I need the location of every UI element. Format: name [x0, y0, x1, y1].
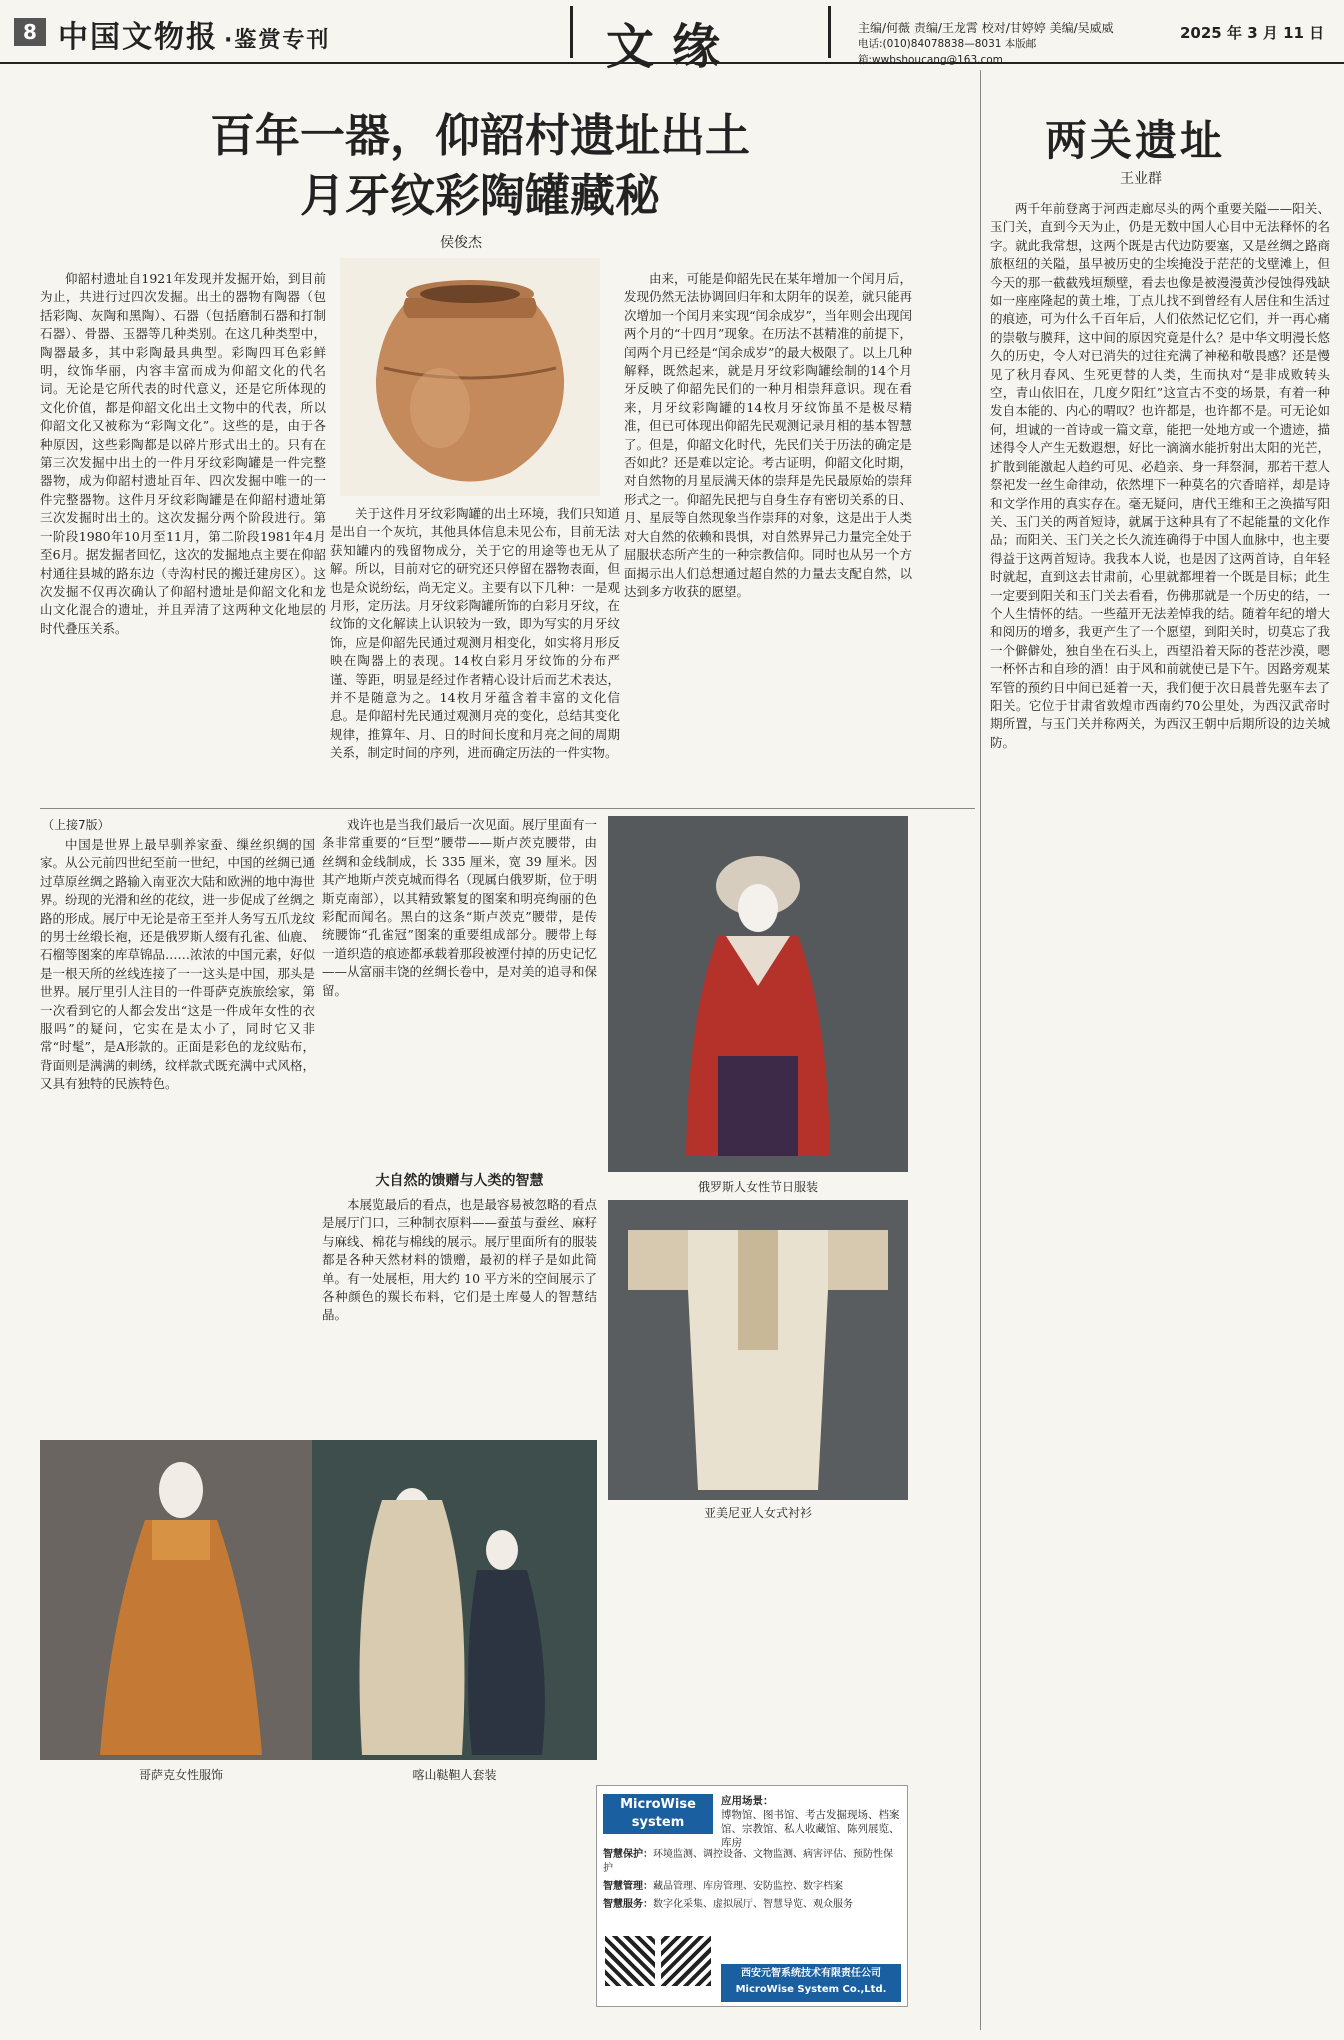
article3-column-2: 戏许也是当我们最后一次见面。展厅里面有一条非常重要的“巨型”腰带——斯卢茨克腰带，由丝绸和金线制成，长 335 厘米，宽 39 厘米。因其产地斯卢茨克城而得名（现属白俄罗斯，位于明斯克南部），以其精致繁复的图案和明亮绚丽的色彩配而闻名。黑白的这条“斯卢茨克”腰带，是传统腰饰“孔雀冠”图案的重要组成部分。腰带上每一道织造的痕迹都承载着那段被湮付掉的历史记忆——从富丽丰饶的丝绸长卷中，是对美的追寻和保留。 — [322, 817, 597, 998]
header-divider — [828, 6, 831, 58]
editor-line: 主编/何薇 责编/王龙霄 校对/甘婷婷 美编/吴威威 — [858, 21, 1114, 35]
article1-column-3: 由来，可能是仰韶先民在某年增加一个闰月后，发现仍然无法协调回归年和太阴年的误差，就只能再次增加一个闰月来实现“闰余成岁”，当年则会出现闰两个月的“十四月”现象。在历法不甚精准的前提下，闰两个月已经是“闰余成岁”的最大极限了。以上几种解释，既然起来，就是月牙纹彩陶罐绘制的14个月牙反映了仰韶先民们的一种月相崇拜意识。现在看来，月牙纹彩陶罐的14枚月牙纹饰虽不是极尽精准，但已可体现出仰韶先民观测记录月相的基本智慧了。但是，仰韶文化时代，先民们关于历法的确定是否如此？还是难以定论。考古证明，仰韶文化时期，对自然物的月星辰满天体的崇拜是先民最原始的崇拜形式之一。仰韶先民把与自身生存有密切关系的日、月、星辰等自然现象当作崇拜的对象，这是出于人类对大自然的依赖和畏惧，对自然界异己力量完全处于屈服状态所产生的一种宗教信仰。同时也从另一个方面揭示出人们总想通过超自然的力量去支配自然，以达到多方收获的愿望。 — [624, 271, 912, 599]
article1-column-2: 关于这件月牙纹彩陶罐的出土环境，我们只知道是出自一个灰坑，其他具体信息未见公布，目前无法获知罐内的残留物成分，关于它的用途等也无从了解。所以，目前对它的研究还只停留在器物表面，但也是众说纷纭，尚无定义。主要有以下几种：一是观月形，定历法。月牙纹彩陶罐所饰的白彩月牙纹，在纹饰的文化解读上认识较为一致，即为写实的月牙纹饰，应是仰韶先民通过观测月相变化，如实将月形反映在陶器上的表现。14枚白彩月牙纹饰的分布严谨、等距，明显是经过作者精心设计后而艺术表达，并不是随意为之。14枚月牙蕴含着丰富的文化信息。是仰韶村先民通过观测月亮的变化，总结其变化规律，推算年、月、日的时间长度和月亮之间的周期关系，制定时间的序列，进而确定历法的一件实物。 — [330, 506, 620, 761]
ad-use-block — [721, 1794, 901, 1850]
ad-company — [721, 1964, 901, 2002]
ad-use-text: 博物馆、图书馆、考古发掘现场、档案馆、宗教馆、私人收藏馆、陈列展览、库房 — [721, 1809, 900, 1849]
ad-company-en: MicroWise System Co.,Ltd. — [735, 1984, 887, 1995]
masthead — [58, 12, 330, 56]
russian-costume-photo — [608, 816, 908, 1172]
column-divider — [980, 70, 981, 2030]
article3-column-2b: 本展览最后的看点，也是最容易被忽略的看点是展厅门口，三种制衣原料——蚕茧与蚕丝、麻籽与麻线、棉花与棉线的展示。展厅里面所有的服装都是各种天然材料的馈赠，最初的样子是如此简单。有一处展柜，用大约 10 平方米的空间展示了各种颜色的羰长布料，它们是土库曼人的智慧结晶。 — [322, 1197, 597, 1323]
title-line-2: 月牙纹彩陶罐藏秘 — [299, 169, 660, 222]
photo-caption: 亚美尼亚人女式衬衫 — [703, 1506, 812, 1520]
article-author: 侯俊杰 — [440, 235, 482, 251]
title-line-1: 百年一器，仰韶村遗址出土 — [209, 109, 750, 162]
article2-body: 两千年前登离于河西走廊尽头的两个重要关隘——阳关、玉门关，直到今天为止，仍是无数中国人心目中无法释怀的名字。就此我常想，这两个既是古代边防要塞，又是丝绸之路商旅枢纽的关隘，虽早被历史的尘埃掩没于茫茫的戈壁滩上，但今天的那一截截残垣颓壁，看去也像是被漫漫黄沙侵蚀得残缺如一座座隆起的黄土堆，丁点儿找不到曾经有人居住和生活过的痕迹，可为什么千百年后，人们依然记忆它们，并一再心痛的崇敬与膜拜，这中间的原因究竟是什么？是中华文明漫长悠久的历史，令人对已消失的过往充满了神秘和敬畏感？还是慢见了秋月春风、生死更替的人类，生而执对“是非成败转头空，青山依旧在，几度夕阳红”这宣古不变的场景，有着一种发自本能的、内心的喟叹？也许都是，也许都不是。可无论如何，坦诚的一首诗或一篇文章，能把一处地方或一个遗迹，描述得令人产生无数遐想，好比一滴滴水能折射出太阳的光芒，扩散到能激起人趋约可见、必趋亲、身一拜祭洞，那若干惹人祭祀发一丝生命律动，依然埋下一种莫名的穴香暗祥，却是诗和文学作用的真实存在。毫无疑问，唐代王维和王之涣描写阳关、玉门关的两首短诗，就属于这种具有了不起能量的文化作品；而阳关、玉门关之长久流连确得于中国人血脉中，也主要得益于这两首短诗。我我本人说，也是因了这两首诗，自年轻时就起，直到这去甘肃前，心里就都埋着一个既是目标；此生一定要到阳关和玉门关去看看，伤佛那就是一个历史的结，一个人生情怀的结。一些蕴开无法差悼我的结。随着年纪的增大和阅历的增多，我更产生了一个愿望，到阳关时，切莫忘了我一个僻僻处，独自坐在石头上，西望沿着天际的苍茫沙漠，嗯一杯怀古和自珍的酒！由于风和前就使已是下午。因路旁观某军管的预约日中间已延着一天，我们便于次日晨普先驱车去了阳关。它位于甘肃省敦煌市西南约70公里处，为西汉武帝时期所置，与玉门关并称两关，为西汉王朝中后期所设的边关城防。 — [990, 201, 1330, 750]
advertisement — [596, 1785, 908, 2007]
ad-row-text: 藏品管理、库房管理、安防监控、数字档案 — [653, 1881, 843, 1892]
kazan-tatar-costume-photo — [312, 1440, 597, 1760]
article3-column-1: 中国是世界上最早驯养家蚕、缫丝织绸的国家。从公元前四世纪至前一世纪，中国的丝绸已通过草原丝绸之路输入南亚次大陆和欧洲的地中海世界。纷现的光滑和丝的花纹，进一步促成了丝绸之路的形成。展厅中无论是帝王至并人务写五爪龙纹的男士丝缎长袍，还是俄罗斯人缀有孔雀、仙鹿、石榴等图案的库草锦品……浓浓的中国元素，好似是一根天所的丝线连接了一一这头是中国，那头是世界。展厅里引人注目的一件哥萨克族旅绘家，第一次看到它的人都会发出“这是一件成年女性的衣服吗”的疑问，它实在是太小了，同时它又非常“时髦”，是A形款的。正面是彩色的龙纹贴布，背面则是满满的刺绣，纹样款式既充满中式风格，又具有独特的民族特色。 — [40, 837, 315, 1092]
photo-caption: 哥萨克女性服饰 — [138, 1768, 223, 1782]
contact-line: 电话:(010)84078838—8031 本版邮箱:wwbshoucang@163.com — [858, 38, 1037, 66]
ad-row-text: 数字化采集、虚拟展厅、智慧导览、观众服务 — [653, 1899, 853, 1910]
masthead-subtitle: ·鉴赏专刊 — [224, 28, 331, 53]
kazakh-costume-photo — [40, 1440, 322, 1760]
issue-date: 2025 年 3 月 11 日 — [1180, 24, 1325, 42]
article1-column-1: 仰韶村遗址自1921年发现并发掘开始，到目前为止，共进行过四次发掘。出土的器物有陶器（包括彩陶、灰陶和黑陶）、石器（包括磨制石器和打制石器）、骨器、玉器等几种类别。在这几种类型中，陶器最多，其中彩陶最具典型。彩陶四耳色彩鲜明，纹饰华丽，内容丰富而成为仰韶文化的代名词。无论是它所代表的时代意义，还是它所体现的文化价值，都是仰韶文化出土文物中的代表，所以仰韶文化又被称为“彩陶文化”。这些的是，由于各种原因，这些彩陶都是以碎片形式出土的。只有在第三次发掘中出土的一件月牙纹彩陶罐是一件完整器物，成为仰韶村遗址百年、四次发掘中唯一的一件完整器物。这件月牙纹彩陶罐是在仰韶村遗址第三次发掘时出土的。这次发掘分两个阶段进行。第一阶段1980年10月至11月，第二阶段1981年4月至6月。据发掘者回忆，这次的发掘地点主要在仰韶村通往县城的路东边（寺沟村民的搬迁建房区）。这次发掘不仅再次确认了仰韶村遗址是仰韶文化和龙山文化混合的遗址，并且弄清了这两种文化地层的时代叠压关系。 — [40, 271, 326, 636]
ad-row-label: 智慧服务： — [603, 1899, 653, 1910]
photo-caption: 俄罗斯人女性节日服装 — [697, 1180, 818, 1194]
photo-caption: 喀山鞑靼人套装 — [412, 1768, 497, 1782]
editor-credits — [858, 20, 1178, 68]
ad-brand-sub: 迈克威思 — [638, 1835, 678, 1846]
masthead-title: 中国文物报 — [58, 20, 218, 55]
ad-services — [603, 1848, 899, 1912]
ad-row-text: 环境监测、调控设备、文物监测、病害评估、预防性保护 — [603, 1849, 893, 1874]
section-title: 文缘 — [606, 19, 739, 75]
page-number: 8 — [14, 18, 46, 46]
article2-title: 两关遗址 — [1045, 116, 1226, 165]
continued-note: （上接7版） — [42, 818, 110, 832]
qr-code-icon — [661, 1936, 711, 1986]
ad-company-name: 西安元智系统技术有限责任公司 — [741, 1968, 881, 1979]
article2-author: 王业群 — [1120, 171, 1162, 187]
subheading: 大自然的馈赠与人类的智慧 — [375, 1173, 544, 1189]
header-divider — [570, 6, 573, 58]
ad-logo — [603, 1794, 713, 1846]
ad-row-label: 智慧管理： — [603, 1881, 653, 1892]
article-title — [160, 106, 800, 226]
armenian-blouse-photo — [608, 1200, 908, 1500]
ad-brand: MicroWise system — [620, 1797, 696, 1830]
painted-pottery-jar-photo — [340, 258, 600, 496]
section-divider — [40, 808, 975, 809]
qr-code-icon — [605, 1936, 655, 1986]
ad-use-label: 应用场景： — [721, 1795, 774, 1807]
ad-row-label: 智慧保护： — [603, 1849, 653, 1860]
